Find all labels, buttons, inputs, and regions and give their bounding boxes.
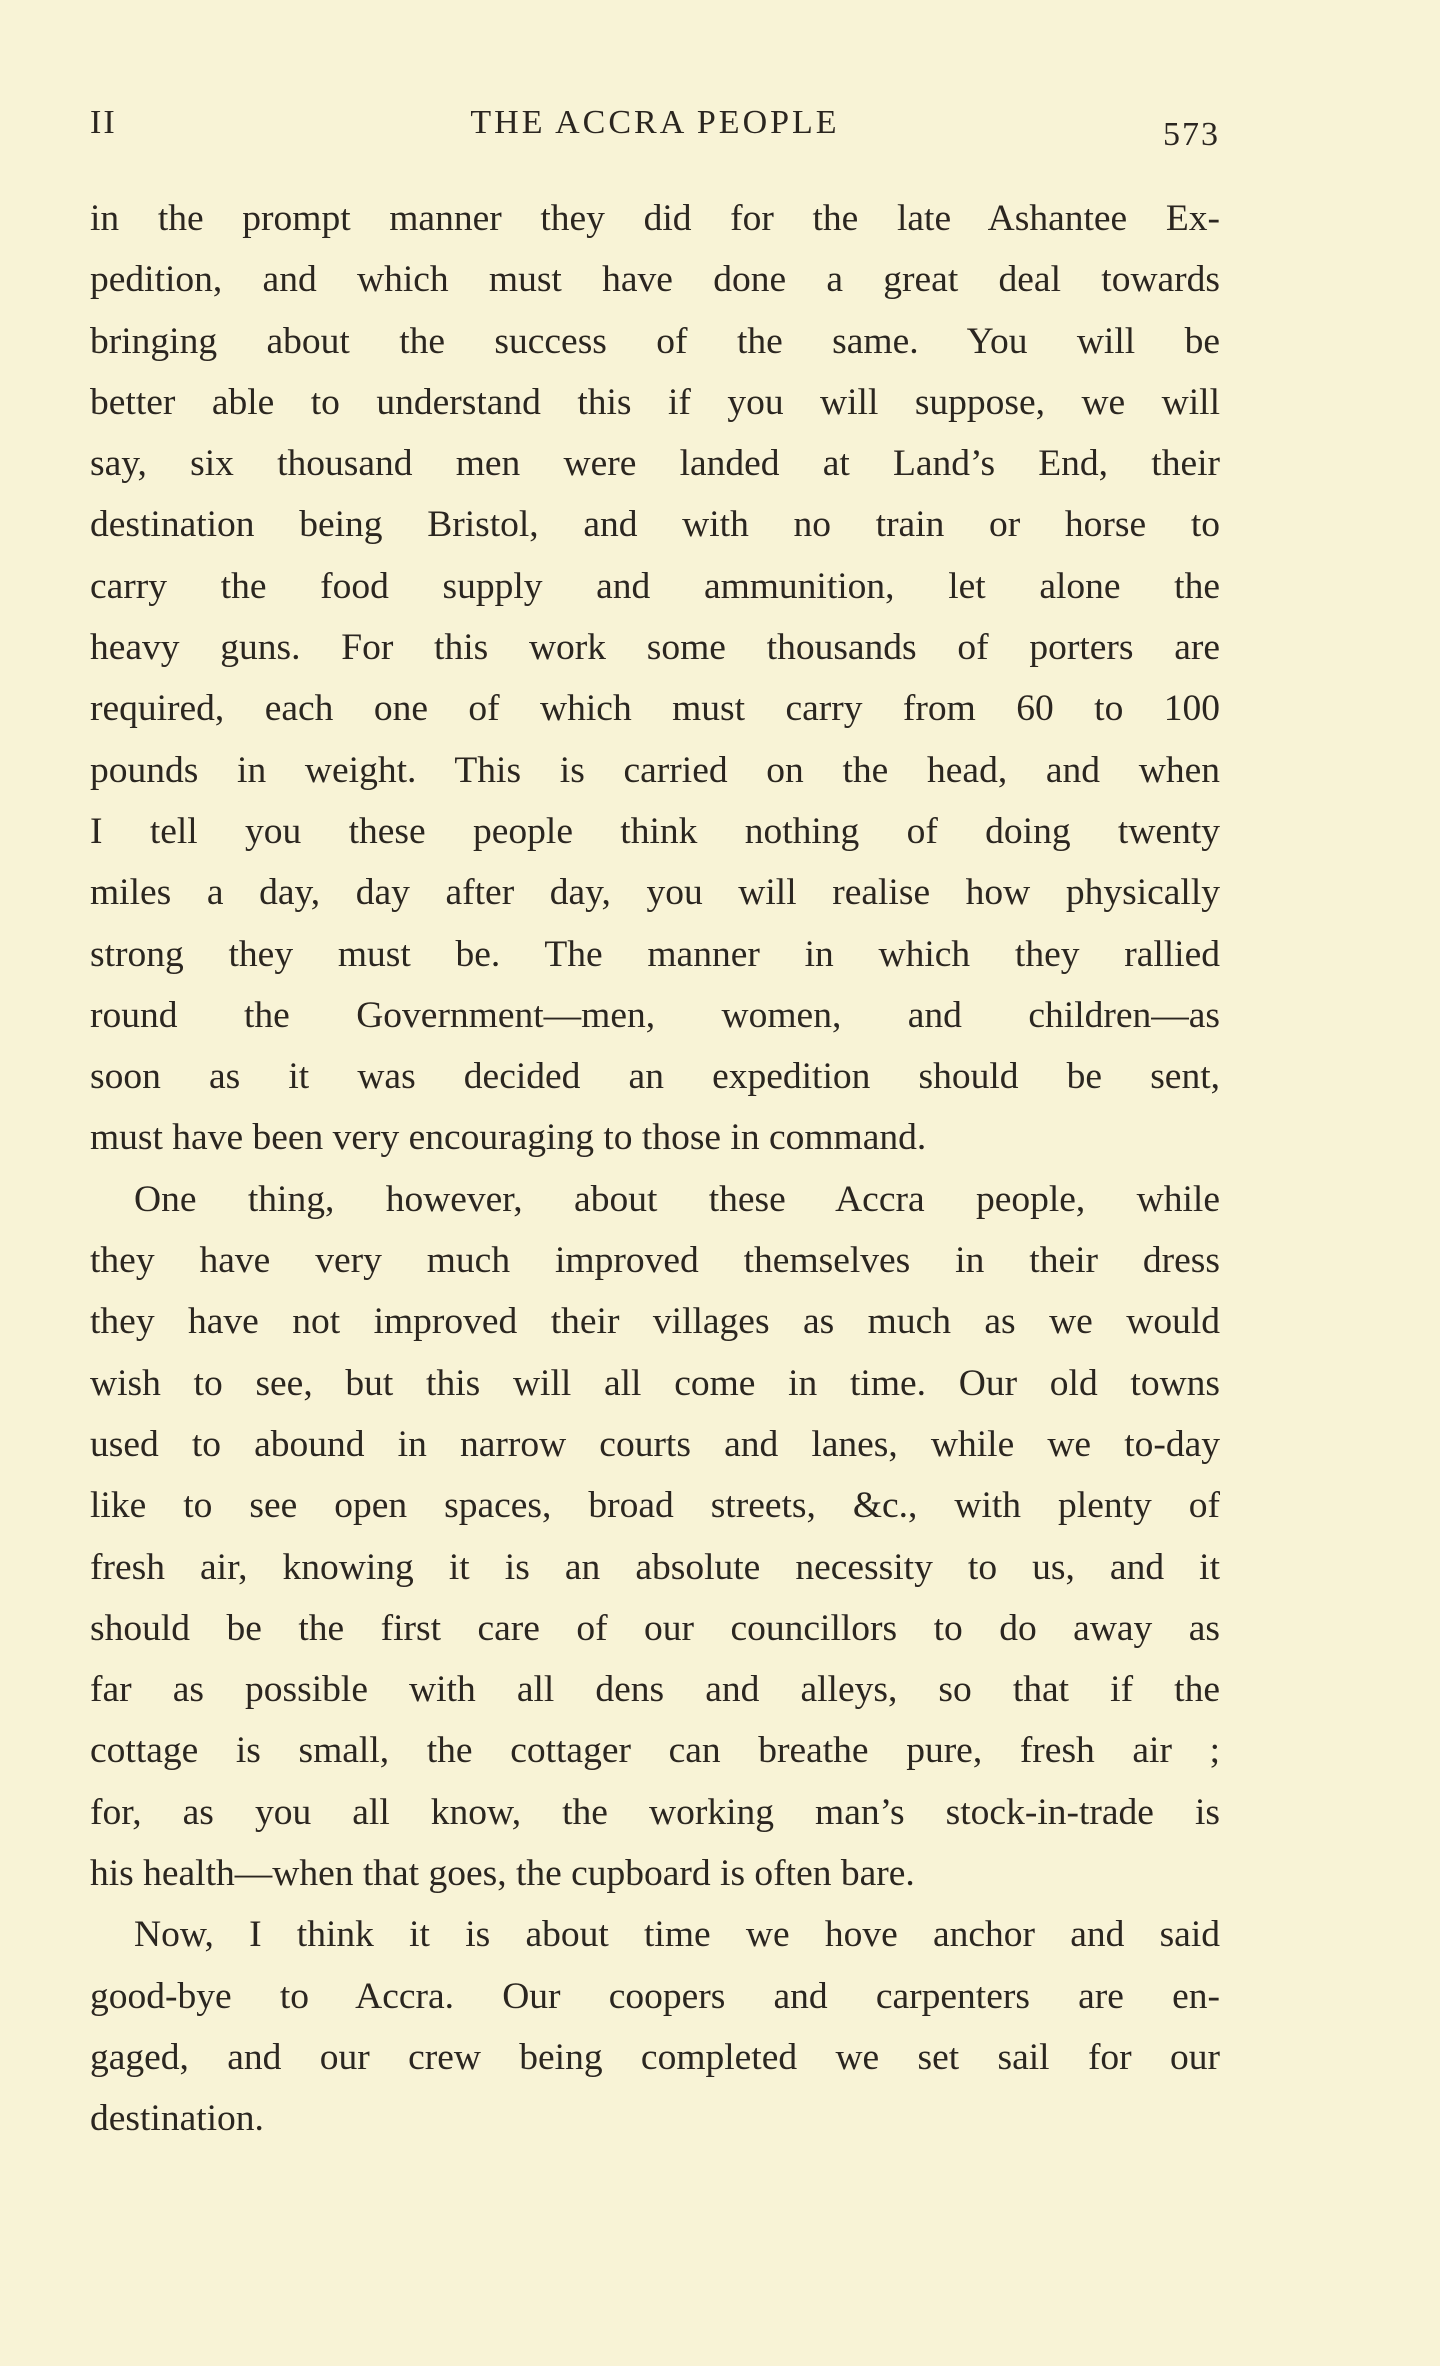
text-line: pounds in weight. This is carried on the head, and when bbox=[90, 749, 1220, 791]
running-head bbox=[90, 104, 1220, 154]
text-line: must have been very encouraging to those in command. bbox=[90, 1117, 927, 1159]
text-line: Now, I think it is about time we hove anchor and said bbox=[134, 1914, 1220, 1956]
text-line: cottage is small, the cottager can breathe pure, fresh air ; bbox=[90, 1730, 1220, 1772]
text-line: pedition, and which must have done a great deal towards bbox=[90, 259, 1220, 301]
text-line: gaged, and our crew being completed we set sail for our bbox=[90, 2036, 1220, 2078]
text-line: should be the first care of our councillors to do away as bbox=[90, 1607, 1220, 1649]
text-line: in the prompt manner they did for the late Ashantee Ex- bbox=[90, 198, 1220, 239]
text-line: I tell you these people think nothing of doing twenty bbox=[90, 810, 1220, 852]
text-line: better able to understand this if you will suppose, we will bbox=[90, 381, 1220, 423]
text-line: soon as it was decided an expedition should be sent, bbox=[90, 1056, 1220, 1098]
text-line: they have very much improved themselves in their dress bbox=[90, 1240, 1220, 1282]
page-number: 573 bbox=[1163, 116, 1220, 153]
text-line: they have not improved their villages as much as we would bbox=[90, 1301, 1220, 1343]
text-line: used to abound in narrow courts and lanes, while we to-day bbox=[90, 1423, 1220, 1465]
text-line: strong they must be. The manner in which they rallied bbox=[90, 933, 1220, 975]
text-line: One thing, however, about these Accra people, while bbox=[134, 1178, 1220, 1220]
text-line: far as possible with all dens and alleys, so that if the bbox=[90, 1669, 1220, 1711]
text-line: destination. bbox=[90, 2098, 264, 2140]
text-line: required, each one of which must carry from 60 to 100 bbox=[90, 688, 1220, 730]
text-line: carry the food supply and ammunition, let alone the bbox=[90, 565, 1220, 607]
text-line: heavy guns. For this work some thousands of porters are bbox=[90, 627, 1220, 669]
text-line: destination being Bristol, and with no train or horse to bbox=[90, 504, 1220, 546]
text-line: like to see open spaces, broad streets, &c., with plenty of bbox=[90, 1485, 1220, 1527]
chapter-number: II bbox=[90, 104, 117, 141]
text-line: say, six thousand men were landed at Land’s End, their bbox=[90, 443, 1220, 485]
body-text bbox=[90, 188, 1220, 2150]
text-line: bringing about the success of the same. You will be bbox=[90, 320, 1220, 362]
text-line: miles a day, day after day, you will realise how physically bbox=[90, 872, 1220, 914]
text-line: wish to see, but this will all come in time. Our old towns bbox=[90, 1362, 1220, 1404]
text-line: round the Government—men, women, and children—as bbox=[90, 994, 1220, 1036]
text-line: good-bye to Accra. Our coopers and carpenters are en- bbox=[90, 1975, 1220, 2017]
text-line: his health—when that goes, the cupboard is often bare. bbox=[90, 1853, 915, 1895]
running-title: THE ACCRA PEOPLE bbox=[470, 104, 840, 141]
text-line: fresh air, knowing it is an absolute necessity to us, and it bbox=[90, 1546, 1220, 1588]
text-line: for, as you all know, the working man’s stock-in-trade is bbox=[90, 1791, 1220, 1833]
